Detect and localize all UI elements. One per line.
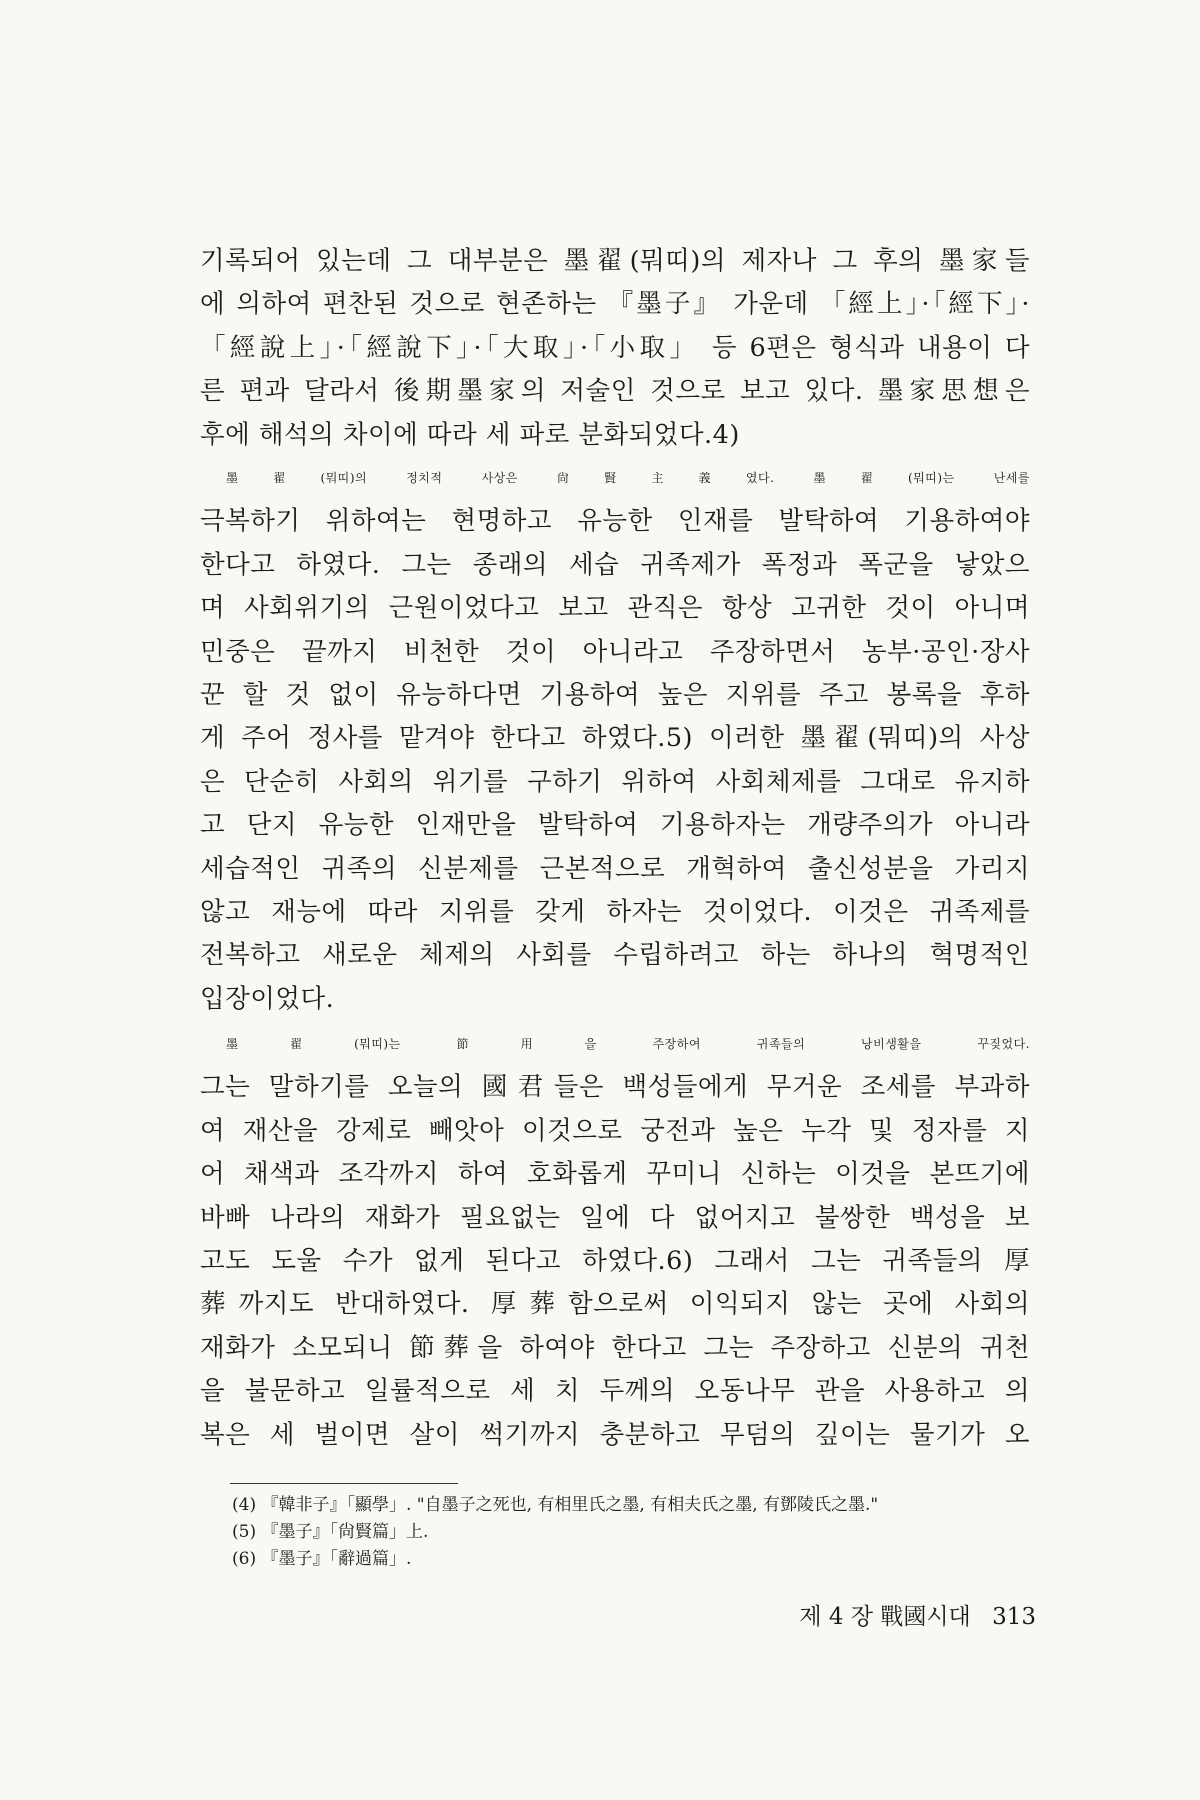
text-line: 후에 해석의 차이에 따라 세 파로 분화되었다.4) bbox=[200, 419, 740, 450]
footnote: (4) 『韓非子』「顯學」. "自墨子之死也, 有相里氏之墨, 有相夫氏之墨, 有鄧陵氏之墨." bbox=[232, 1495, 879, 1515]
page-footer bbox=[746, 1598, 1036, 1631]
text-line: 세습적인 귀족의 신분제를 근본적으로 개혁하여 출신성분을 가리지 bbox=[200, 853, 1030, 884]
footnote: (6) 『墨子』「辭過篇」. bbox=[232, 1549, 412, 1569]
text-line: 墨翟(뭐띠)는 節用을 주장하여 귀족들의 낭비생활을 꾸짖었다. bbox=[226, 1037, 1030, 1051]
text-line: 어 채색과 조각까지 하여 호화롭게 꾸미니 신하는 이것을 본뜨기에 bbox=[200, 1159, 1030, 1190]
text-line: 바빠 나라의 재화가 필요없는 일에 다 없어지고 불쌍한 백성을 보 bbox=[200, 1202, 1030, 1233]
page-number: 313 bbox=[992, 1604, 1036, 1630]
text-line: 른 편과 달라서 後期墨家의 저술인 것으로 보고 있다. 墨家思想은 bbox=[200, 376, 1030, 407]
text-line: 을 불문하고 일률적으로 세 치 두께의 오동나무 관을 사용하고 의 bbox=[200, 1376, 1030, 1407]
text-line: 게 주어 정사를 맡겨야 한다고 하였다.5) 이러한 墨翟(뭐띠)의 사상 bbox=[200, 723, 1030, 754]
text-line: 「經說上」·「經說下」·「大取」·「小取」 등 6편은 형식과 내용이 다 bbox=[200, 332, 1030, 363]
footnote: (5) 『墨子』「尙賢篇」上. bbox=[232, 1522, 429, 1542]
text-line: 전복하고 새로운 체제의 사회를 수립하려고 하는 하나의 혁명적인 bbox=[200, 940, 1030, 971]
text-line: 꾼 할 것 없이 유능하다면 기용하여 높은 지위를 주고 봉록을 후하 bbox=[200, 679, 1030, 710]
text-line: 며 사회위기의 근원이었다고 보고 관직은 항상 고귀한 것이 아니며 bbox=[200, 593, 1030, 624]
paragraph-2 bbox=[200, 457, 1030, 1021]
footnote-divider bbox=[230, 1483, 458, 1484]
paragraph-1 bbox=[200, 240, 1030, 457]
text-line: 여 재산을 강제로 빼앗아 이것으로 궁전과 높은 누각 및 정자를 지 bbox=[200, 1115, 1030, 1146]
text-line: 그는 말하기를 오늘의 國君들은 백성들에게 무거운 조세를 부과하 bbox=[200, 1072, 1030, 1103]
chapter-label: 제 4 장 戰國시대 bbox=[799, 1604, 971, 1630]
paragraph-3 bbox=[200, 1023, 1030, 1457]
text-line: 葬까지도 반대하였다. 厚葬함으로써 이익되지 않는 곳에 사회의 bbox=[200, 1289, 1030, 1320]
text-line: 은 단순히 사회의 위기를 구하기 위하여 사회체제를 그대로 유지하 bbox=[200, 766, 1030, 797]
footnotes bbox=[232, 1492, 1052, 1573]
text-line: 입장이었다. bbox=[200, 983, 335, 1014]
text-line: 재화가 소모되니 節葬을 하여야 한다고 그는 주장하고 신분의 귀천 bbox=[200, 1332, 1030, 1363]
text-line: 극복하기 위하여는 현명하고 유능한 인재를 발탁하여 기용하여야 bbox=[200, 506, 1030, 537]
text-line: 고 단지 유능한 인재만을 발탁하여 기용하자는 개량주의가 아니라 bbox=[200, 810, 1030, 841]
text-line: 민중은 끝까지 비천한 것이 아니라고 주장하면서 농부·공인·장사 bbox=[200, 636, 1030, 667]
text-line: 고도 도울 수가 없게 된다고 하였다.6) 그래서 그는 귀족들의 厚 bbox=[200, 1245, 1030, 1276]
text-line: 墨翟(뭐띠)의 정치적 사상은 尙賢主義였다. 墨翟(뭐띠)는 난세를 bbox=[226, 471, 1030, 485]
text-line: 않고 재능에 따라 지위를 갖게 하자는 것이었다. 이것은 귀족제를 bbox=[200, 896, 1030, 927]
text-line: 복은 세 벌이면 살이 썩기까지 충분하고 무덤의 깊이는 물기가 오 bbox=[200, 1419, 1030, 1450]
text-line: 기록되어 있는데 그 대부분은 墨翟(뭐띠)의 제자나 그 후의 墨家들 bbox=[200, 246, 1030, 276]
text-line: 에 의하여 편찬된 것으로 현존하는 『墨子』 가운데 「經上」·「經下」· bbox=[200, 289, 1030, 320]
text-line: 한다고 하였다. 그는 종래의 세습 귀족제가 폭정과 폭군을 낳았으 bbox=[200, 549, 1030, 580]
